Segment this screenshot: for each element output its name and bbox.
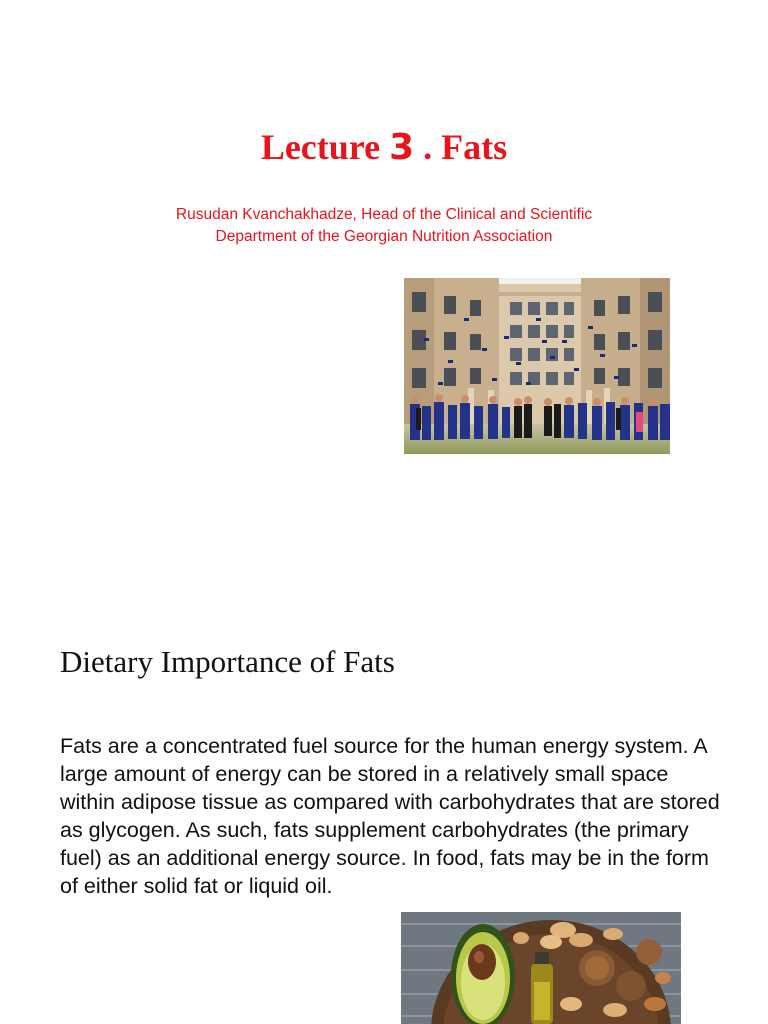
lecture-title [0, 124, 768, 171]
healthy-fats-photo [401, 912, 681, 1024]
slide-heading: Dietary Importance of Fats [60, 644, 395, 679]
lecture-title-suffix: . Fats [414, 127, 508, 167]
content-slide [0, 580, 768, 1024]
slide-body-text: Fats are a concentrated fuel source for the human energy system. A large amount of energy can be stored in a relatively small space within adipose tissue as compared with carbohydrates that are stored as glycogen. As such, fats supplement carbohydrates (the primary fuel) as an additional energy source. In food, fats may be in the form of either solid fat or liquid oil. [60, 734, 720, 898]
author-line-1: Rusudan Kvanchakhadze, Head of the Clinical and Scientific [175, 206, 593, 223]
lecture-title-prefix: Lecture [260, 127, 390, 167]
graduation-photo [404, 278, 670, 454]
author-credit [0, 204, 768, 248]
author-line-2: Department of the Georgian Nutrition Association [215, 228, 553, 245]
lecture-number: 3 [389, 127, 415, 168]
